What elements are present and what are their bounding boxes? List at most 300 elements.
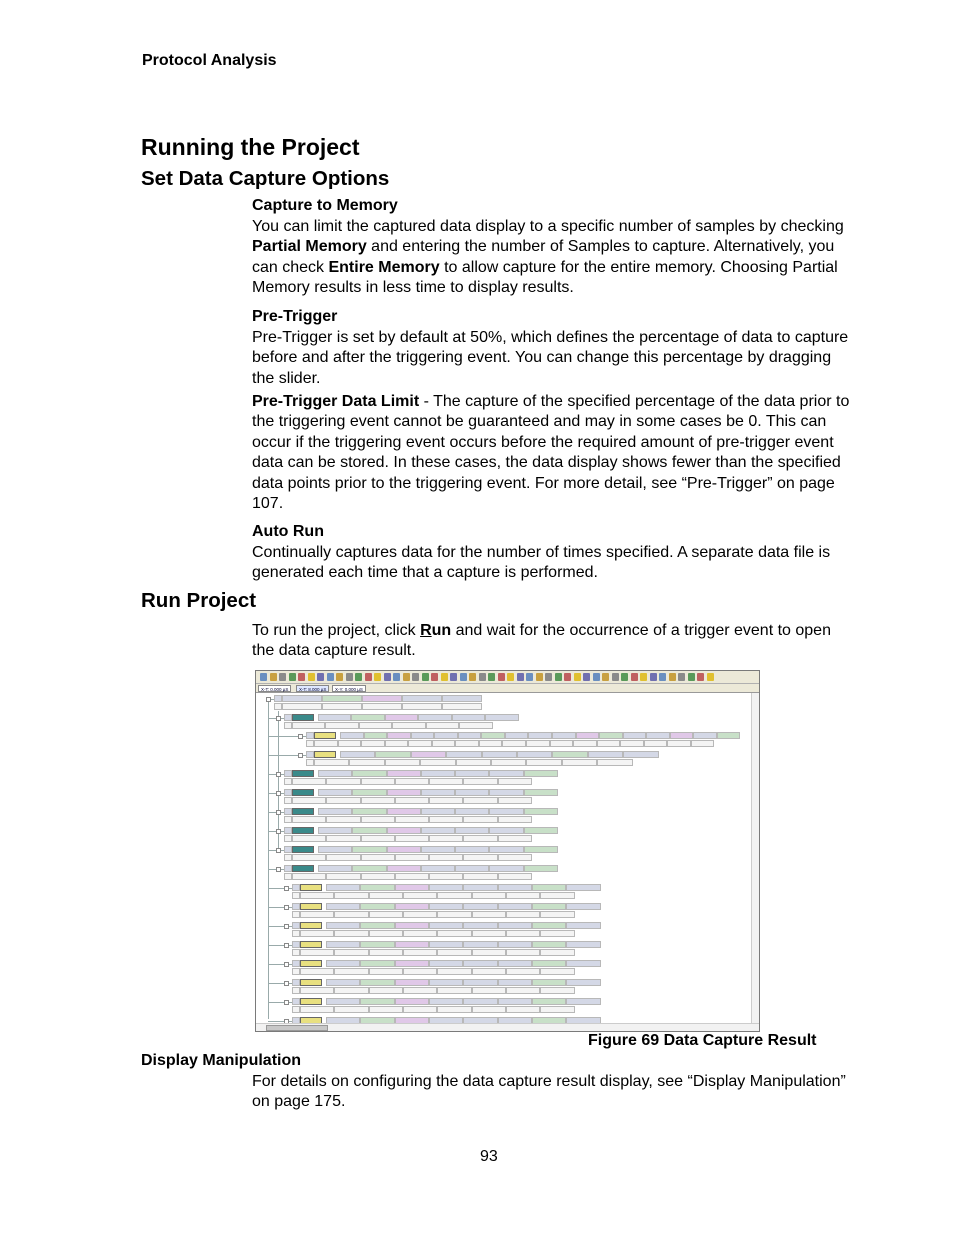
table-cell [506, 949, 540, 956]
table-cell [482, 751, 517, 758]
table-cell [420, 759, 455, 766]
table-cell [463, 903, 497, 910]
table-cell [385, 714, 418, 721]
toolbar-button-icon[interactable] [298, 673, 305, 681]
table-cell [421, 789, 455, 796]
table-cell [455, 846, 489, 853]
toolbar-button-icon[interactable] [441, 673, 448, 681]
table-cell [552, 751, 587, 758]
table-cell [532, 979, 566, 986]
toolbar-button-icon[interactable] [650, 673, 657, 681]
table-cell [532, 998, 566, 1005]
table-cell [532, 884, 566, 891]
table-row[interactable] [292, 903, 627, 910]
table-cell [437, 968, 471, 975]
toolbar-button-icon[interactable] [669, 673, 676, 681]
table-cell [418, 714, 451, 721]
table-row[interactable] [292, 884, 627, 891]
table-cell [498, 816, 532, 823]
expand-node-icon[interactable] [284, 981, 289, 986]
table-cell [387, 846, 421, 853]
packet-group[interactable] [292, 998, 627, 1014]
table-cell [472, 987, 506, 994]
packet-group[interactable] [284, 846, 584, 862]
table-row[interactable] [292, 949, 627, 956]
toolbar-button-icon[interactable] [526, 673, 533, 681]
table-cell [352, 846, 386, 853]
table-cell [300, 968, 334, 975]
table-cell [306, 751, 314, 758]
table-cell [284, 770, 292, 777]
table-row[interactable] [274, 703, 514, 710]
toolbar-button-icon[interactable] [536, 673, 543, 681]
expand-node-icon[interactable] [276, 716, 281, 721]
table-cell [360, 979, 394, 986]
toolbar-button-icon[interactable] [564, 673, 571, 681]
packet-tag [300, 979, 322, 986]
table-cell [452, 714, 485, 721]
toolbar-button-icon[interactable] [308, 673, 315, 681]
figure-caption: Figure 69 Data Capture Result [588, 1032, 817, 1049]
table-row[interactable] [292, 998, 627, 1005]
data-capture-result-screenshot [255, 670, 760, 1032]
table-cell [498, 998, 532, 1005]
table-cell [292, 930, 300, 937]
table-cell [340, 751, 375, 758]
packet-group[interactable] [284, 714, 544, 730]
table-cell [524, 846, 558, 853]
table-row[interactable] [284, 865, 584, 872]
table-cell [463, 960, 497, 967]
table-cell [429, 998, 463, 1005]
toolbar-button-icon[interactable] [640, 673, 647, 681]
table-row[interactable] [292, 987, 627, 994]
table-cell [284, 808, 292, 815]
table-row[interactable] [284, 808, 584, 815]
toolbar-button-icon[interactable] [279, 673, 286, 681]
table-cell [284, 714, 292, 721]
toolbar-button-icon[interactable] [431, 673, 438, 681]
figure-toolbar [256, 671, 759, 684]
expand-node-icon[interactable] [266, 697, 271, 702]
table-row[interactable] [284, 827, 584, 834]
packet-group[interactable] [284, 865, 584, 881]
table-cell [429, 778, 463, 785]
toolbar-button-icon[interactable] [574, 673, 581, 681]
toolbar-button-icon[interactable] [517, 673, 524, 681]
table-cell [352, 827, 386, 834]
table-cell [437, 911, 471, 918]
table-cell [395, 903, 429, 910]
table-cell [334, 892, 368, 899]
table-cell [691, 740, 715, 747]
table-cell [284, 865, 292, 872]
packet-group[interactable] [284, 808, 584, 824]
table-cell [502, 740, 526, 747]
table-cell [318, 846, 352, 853]
table-cell [566, 998, 600, 1005]
table-cell [566, 884, 600, 891]
expand-node-icon[interactable] [298, 753, 303, 758]
table-row[interactable] [292, 922, 627, 929]
toolbar-button-icon[interactable] [450, 673, 457, 681]
table-cell [472, 892, 506, 899]
table-cell [532, 922, 566, 929]
table-cell [395, 835, 429, 842]
toolbar-button-icon[interactable] [593, 673, 600, 681]
table-row[interactable] [284, 873, 584, 880]
packet-tag [292, 865, 314, 872]
toolbar-button-icon[interactable] [412, 673, 419, 681]
table-cell [498, 854, 532, 861]
table-cell [300, 987, 334, 994]
toolbar-button-icon[interactable] [460, 673, 467, 681]
table-cell [620, 740, 644, 747]
horizontal-scrollbar[interactable] [256, 1023, 759, 1031]
vertical-scrollbar[interactable] [751, 693, 759, 1024]
table-cell [326, 816, 360, 823]
toolbar-button-icon[interactable] [346, 673, 353, 681]
table-cell [292, 835, 326, 842]
toolbar-button-icon[interactable] [631, 673, 638, 681]
table-row[interactable] [284, 770, 584, 777]
table-cell [318, 808, 352, 815]
packet-tag [292, 808, 314, 815]
table-row[interactable] [292, 892, 627, 899]
table-cell [524, 789, 558, 796]
expand-node-icon[interactable] [276, 829, 281, 834]
table-cell [429, 835, 463, 842]
table-cell [426, 722, 459, 729]
toolbar-button-icon[interactable] [602, 673, 609, 681]
packet-group[interactable] [292, 941, 627, 957]
table-cell [326, 922, 360, 929]
table-cell [489, 846, 523, 853]
expand-node-icon[interactable] [284, 924, 289, 929]
packet-group[interactable] [292, 903, 627, 919]
expand-node-icon[interactable] [284, 1000, 289, 1005]
toolbar-button-icon[interactable] [659, 673, 666, 681]
display-manipulation-text: For details on configuring the data capture result display, see “Display Manipulation” on page 175. [252, 1073, 846, 1111]
toolbar-button-icon[interactable] [393, 673, 400, 681]
toolbar-button-icon[interactable] [507, 673, 514, 681]
toolbar-button-icon[interactable] [469, 673, 476, 681]
table-cell [506, 911, 540, 918]
table-cell [489, 808, 523, 815]
table-cell [292, 941, 300, 948]
expand-node-icon[interactable] [276, 791, 281, 796]
packet-group[interactable] [306, 732, 756, 748]
table-cell [318, 789, 352, 796]
packet-group[interactable] [284, 827, 584, 843]
toolbar-button-icon[interactable] [545, 673, 552, 681]
table-cell [292, 922, 300, 929]
packet-group[interactable] [292, 922, 627, 938]
toolbar-button-icon[interactable] [260, 673, 267, 681]
table-cell [395, 854, 429, 861]
table-cell [361, 740, 385, 747]
toolbar-button-icon[interactable] [365, 673, 372, 681]
table-cell [292, 911, 300, 918]
toolbar-button-icon[interactable] [498, 673, 505, 681]
running-head: Protocol Analysis [142, 52, 277, 69]
toolbar-button-icon[interactable] [270, 673, 277, 681]
packet-tag [292, 770, 314, 777]
table-cell [421, 808, 455, 815]
table-cell [437, 987, 471, 994]
packet-group[interactable] [306, 751, 686, 767]
expand-node-icon[interactable] [276, 772, 281, 777]
run-project-text: To run the project, click Run and wait for the occurrence of a trigger event to open the data capture result. [252, 622, 831, 660]
page-title: Running the Project [141, 134, 360, 160]
table-cell [334, 930, 368, 937]
table-cell [395, 797, 429, 804]
table-row[interactable] [292, 930, 627, 937]
expand-node-icon[interactable] [276, 867, 281, 872]
page-number: 93 [480, 1148, 498, 1165]
table-cell [498, 922, 532, 929]
table-cell [292, 884, 300, 891]
table-cell [456, 759, 491, 766]
table-cell [392, 722, 425, 729]
table-cell [498, 835, 532, 842]
table-cell [552, 732, 576, 739]
table-cell [369, 949, 403, 956]
toolbar-button-icon[interactable] [403, 673, 410, 681]
display-manipulation-heading: Display Manipulation [141, 1052, 302, 1069]
table-row[interactable] [284, 816, 584, 823]
table-cell [524, 808, 558, 815]
table-cell [623, 751, 658, 758]
packet-group[interactable] [284, 789, 584, 805]
table-row[interactable] [284, 835, 584, 842]
table-cell [361, 778, 395, 785]
table-row[interactable] [292, 960, 627, 967]
expand-node-icon[interactable] [284, 905, 289, 910]
table-cell [318, 770, 352, 777]
tab-xt-8[interactable]: X-T: 8.000 µS [296, 685, 329, 692]
expand-node-icon[interactable] [276, 810, 281, 815]
table-cell [284, 797, 292, 804]
table-cell [566, 922, 600, 929]
table-cell [284, 816, 292, 823]
auto-run-heading: Auto Run [252, 523, 324, 540]
table-cell [284, 778, 292, 785]
table-row[interactable] [284, 714, 544, 721]
packet-group[interactable] [274, 695, 514, 711]
table-cell [369, 930, 403, 937]
table-cell [284, 789, 292, 796]
table-cell [360, 941, 394, 948]
table-row[interactable] [284, 797, 584, 804]
table-cell [292, 968, 300, 975]
table-cell [506, 987, 540, 994]
toolbar-button-icon[interactable] [327, 673, 334, 681]
table-cell [284, 835, 292, 842]
toolbar-button-icon[interactable] [707, 673, 714, 681]
table-cell [314, 759, 349, 766]
table-cell [326, 884, 360, 891]
table-cell [349, 759, 384, 766]
auto-run-text: Continually captures data for the number of times specified. A separate data file is generated each time that a capture is performed. [252, 544, 831, 582]
toolbar-button-icon[interactable] [612, 673, 619, 681]
tab-xt-0[interactable]: X-T: 0.000 µS [258, 685, 291, 692]
table-row[interactable] [292, 911, 627, 918]
table-cell [334, 1006, 368, 1013]
table-cell [395, 816, 429, 823]
table-cell [463, 797, 497, 804]
table-row[interactable] [284, 778, 584, 785]
table-cell [528, 732, 552, 739]
table-cell [362, 703, 402, 710]
packet-tag [300, 922, 322, 929]
table-row[interactable] [284, 846, 584, 853]
expand-node-icon[interactable] [298, 734, 303, 739]
table-cell [360, 903, 394, 910]
table-cell [489, 770, 523, 777]
table-row[interactable] [292, 979, 627, 986]
table-cell [403, 911, 437, 918]
table-cell [463, 884, 497, 891]
table-row[interactable] [306, 751, 686, 758]
toolbar-button-icon[interactable] [317, 673, 324, 681]
table-cell [479, 740, 503, 747]
table-cell [352, 789, 386, 796]
table-cell [395, 884, 429, 891]
expand-node-icon[interactable] [276, 848, 281, 853]
table-cell [429, 854, 463, 861]
packet-tag [314, 751, 336, 758]
toolbar-button-icon[interactable] [688, 673, 695, 681]
table-cell [360, 960, 394, 967]
table-cell [540, 968, 574, 975]
toolbar-button-icon[interactable] [621, 673, 628, 681]
table-cell [361, 854, 395, 861]
table-cell [334, 968, 368, 975]
scrollbar-thumb[interactable] [266, 1025, 328, 1031]
table-row[interactable] [274, 695, 514, 702]
table-cell [566, 960, 600, 967]
table-row[interactable] [306, 740, 756, 747]
table-cell [421, 865, 455, 872]
toolbar-button-icon[interactable] [583, 673, 590, 681]
table-cell [292, 960, 300, 967]
table-cell [670, 732, 694, 739]
table-cell [429, 960, 463, 967]
toolbar-button-icon[interactable] [374, 673, 381, 681]
toolbar-button-icon[interactable] [697, 673, 704, 681]
expand-node-icon[interactable] [284, 943, 289, 948]
table-row[interactable] [292, 1006, 627, 1013]
toolbar-button-icon[interactable] [479, 673, 486, 681]
packet-group[interactable] [292, 884, 627, 900]
table-cell [540, 892, 574, 899]
table-cell [437, 930, 471, 937]
toolbar-button-icon[interactable] [384, 673, 391, 681]
toolbar-button-icon[interactable] [488, 673, 495, 681]
table-cell [442, 695, 482, 702]
table-row[interactable] [284, 854, 584, 861]
table-cell [292, 854, 326, 861]
table-cell [338, 740, 362, 747]
toolbar-button-icon[interactable] [422, 673, 429, 681]
table-cell [292, 979, 300, 986]
table-cell [274, 695, 282, 702]
table-row[interactable] [292, 941, 627, 948]
table-cell [429, 922, 463, 929]
table-cell [292, 1006, 300, 1013]
table-cell [421, 846, 455, 853]
packet-group[interactable] [284, 770, 584, 786]
table-cell [395, 922, 429, 929]
table-row[interactable] [306, 759, 686, 766]
packet-group[interactable] [292, 960, 627, 976]
table-row[interactable] [306, 732, 756, 739]
packet-group[interactable] [292, 979, 627, 995]
table-cell [385, 759, 420, 766]
table-cell [300, 911, 334, 918]
table-cell [540, 987, 574, 994]
toolbar-button-icon[interactable] [355, 673, 362, 681]
run-project-heading: Run Project [141, 589, 257, 612]
table-cell [300, 1006, 334, 1013]
table-cell [318, 865, 352, 872]
table-cell [284, 846, 292, 853]
table-cell [498, 941, 532, 948]
table-cell [540, 911, 574, 918]
table-cell [361, 797, 395, 804]
table-cell [524, 770, 558, 777]
table-cell [387, 808, 421, 815]
table-cell [322, 703, 362, 710]
table-cell [334, 987, 368, 994]
table-cell [403, 930, 437, 937]
table-cell [326, 941, 360, 948]
table-row[interactable] [292, 968, 627, 975]
packet-tag [300, 998, 322, 1005]
table-cell [498, 960, 532, 967]
table-cell [576, 732, 600, 739]
tab-xy-0[interactable]: X-Y: 0.000 µS [332, 685, 366, 692]
table-row[interactable] [284, 722, 544, 729]
table-cell [360, 998, 394, 1005]
expand-node-icon[interactable] [284, 962, 289, 967]
table-cell [364, 732, 388, 739]
table-cell [361, 816, 395, 823]
table-cell [292, 778, 326, 785]
table-cell [432, 740, 456, 747]
table-cell [292, 873, 326, 880]
toolbar-button-icon[interactable] [289, 673, 296, 681]
table-cell [369, 987, 403, 994]
table-cell [489, 827, 523, 834]
table-cell [326, 873, 360, 880]
toolbar-button-icon[interactable] [678, 673, 685, 681]
table-cell [506, 968, 540, 975]
table-cell [284, 873, 292, 880]
table-row[interactable] [284, 789, 584, 796]
table-cell [411, 751, 446, 758]
table-cell [282, 695, 322, 702]
figure-tabs [256, 684, 759, 693]
table-cell [472, 968, 506, 975]
table-cell [506, 892, 540, 899]
table-cell [403, 987, 437, 994]
toolbar-button-icon[interactable] [555, 673, 562, 681]
expand-node-icon[interactable] [284, 886, 289, 891]
table-cell [352, 770, 386, 777]
toolbar-button-icon[interactable] [336, 673, 343, 681]
